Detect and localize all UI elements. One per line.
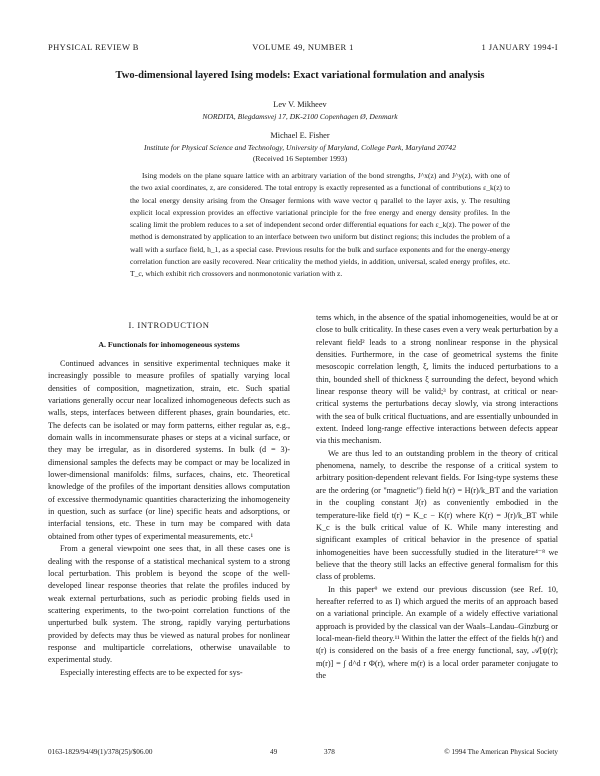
journal-name: PHYSICAL REVIEW B: [48, 42, 139, 52]
abstract-text: Ising models on the plane square lattice with an arbitrary variation of the bond strengths, J^x(z) and J^y(z), with one of the two axial coordinates, z, are considered. The total entropy is exactly represented as a functional of contributions ε_k(z) to the local energy density arising from the Onsager fermions with wave vector q parallel to the layer axis, y. The resulting explicit local expression provides an effective variational principle for the free energy and energy density profiles. In the scaling limit the problem reduces to a set of independent second order differential equations for each ε_k(z). The power of the method is demonstrated by application to an interface between two uniform but distinct regions; this includes the problem of a wall with a surface field, h_1, as a special case. Previous results for the bulk and surface exponents and for the energy-energy correlation function are easily recovered. Near criticality the method yields, in addition, universal, scaled energy profiles, etc. T_c, which exhibit rich crossovers and nonmonotonic variation with z.: [130, 171, 510, 279]
paper-title: Two-dimensional layered Ising models: Exact variational formulation and analysis: [115, 70, 485, 81]
article-code: 0163-1829/94/49(1)/378(25)/$06.00: [48, 748, 153, 756]
paragraph: In this paper⁹ we extend our previous discussion (see Ref. 10, hereafter referred to as I) which argued the merits of an approach based on a variational principle. An example of a widely effective variational approach is provided by the classical van der Waals–Landau–Ginzburg or local-mean-field theory.¹¹ Within the latter the effect of the fields h(r) and t(r) is considered on the basis of a free energy functional, say, 𝒜[ψ(r); m(r)] = ∫ d^d r Φ(r), where m(r) is a local order parameter conjugate to the: [316, 584, 558, 680]
paragraph: Especially interesting effects are to be expected for sys-: [60, 667, 243, 677]
paragraph: We are thus led to an outstanding problem in the theory of critical phenomena, namely, to describe the response of a critical system to arbitrary position-dependent relevant fields. For Ising-type systems these are the ordering (or "magnetic") field h(r) = H(r)/k_BT and the variation in the coupling constant J(r) as conveniently embodied in the temperature-like field t(r) = K_c − K(r) where K(r) = J(r)/k_BT while K_c is the bulk critical value of K. While many interesting and significant examples of critical behavior in the presence of spatial inhomogeneities have been successfully studied in the literature⁴⁻⁸ we believe that the theory still lacks an effective general formalism for this class of problems.: [316, 448, 558, 582]
right-column: [316, 312, 558, 682]
paragraph: Continued advances in sensitive experimental techniques make it increasingly possible to measure profiles of spatially varying local densities of composition, magnetization, strain, etc. Such spatial variations generally occur near localized inhomogeneous defects such as walls, steps, interfaces between different phases, grain boundaries, etc. The defects can be isolated or may form patterns, either regular as, e.g., domain walls in incommensurate phases or steps at a vicinal surface, or they may be irregular, as in disordered systems. In bulk (d = 3)-dimensional samples the defects may be compact or may be localized in lower-dimensional manifolds: films, surfaces, chains, etc. Theoretical knowledge of the profiles of the important densities allows computation of excessive thermodynamic quantities characterizing the inhomogeneity in question, such as surface (or line) specific heats and adsorptions, or interfacial tensions, etc. These in turn may be compared with data obtained from other types of experimental measurements, etc.¹: [48, 359, 290, 541]
section-heading: I. INTRODUCTION: [128, 320, 210, 330]
page-footer: [48, 748, 558, 760]
left-column: [48, 358, 290, 679]
footer-volume: 49: [270, 748, 278, 756]
author-name: Michael E. Fisher: [270, 131, 330, 140]
author-affiliation: Institute for Physical Science and Technology, University of Maryland, College Park, Maryland 20742: [143, 143, 457, 152]
subsection-heading: A. Functionals for inhomogeneous systems: [98, 340, 240, 349]
author-name: Lev V. Mikheev: [273, 100, 327, 109]
copyright: © 1994 The American Physical Society: [444, 748, 558, 756]
page-header: [48, 42, 558, 54]
page-number: 378: [324, 748, 335, 756]
received-date: (Received 16 September 1993): [252, 154, 348, 163]
paragraph: From a general viewpoint one sees that, in all these cases one is dealing with the response of a statistical mechanical system to a strong local perturbation. This problem is beyond the scope of the well-developed linear response theories that relate the profiles induced by weak external perturbations, such as periodic probing fields used in scattering experiments, to the two-point correlation functions of the unperturbed bulk system. The strong, rapidly varying perturbations provided by defects may thus be viewed as natural probes for nonlinear response and multiparticle correlations, otherwise unavailable to experimental study.: [48, 544, 290, 665]
paragraph: tems which, in the absence of the spatial inhomogeneities, would be at or close to bulk criticality. In these cases even a very weak perturbation by a relevant field² leads to a strong nonlinear response in the physical densities. Furthermore, in the case of geometrical systems the finite mesoscopic correlation length, ξ, limits the induced perturbations to a thin, bounded shell of thickness ξ surrounding the defect, beyond which linear response theory will be valid;³ by contrast, at critical or near-critical systems the perturbations decay slowly, via strong interactions with the sea of bulk critical fluctuations, and are essentially unbounded in extent. Indeed long-range effective interactions between defects appear via this mechanism.: [316, 313, 558, 446]
volume-number: VOLUME 49, NUMBER 1: [252, 42, 354, 52]
abstract: [130, 170, 510, 281]
author-affiliation: NORDITA, Blegdamsvej 17, DK-2100 Copenhagen Ø, Denmark: [202, 112, 398, 121]
issue-date: 1 JANUARY 1994-I: [481, 42, 558, 52]
